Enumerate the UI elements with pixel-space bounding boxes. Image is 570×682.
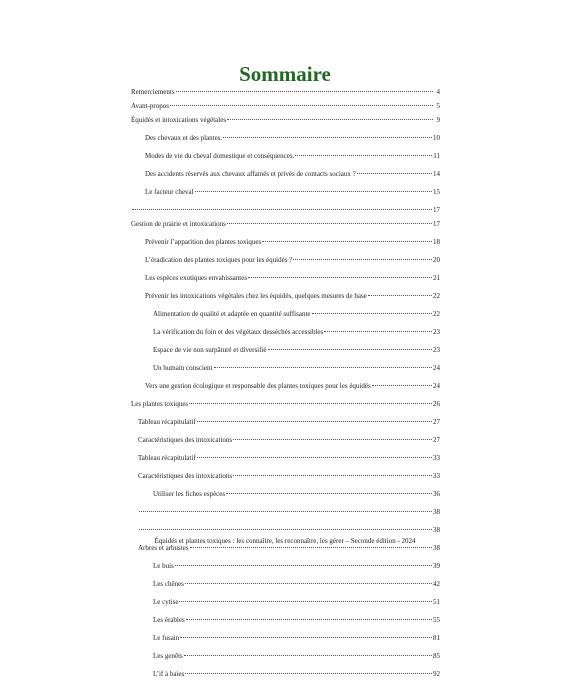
toc-entry[interactable] [131,150,440,164]
toc-leader-dots [262,241,432,242]
toc-entry-label: Caractéristiques des intoxications [138,436,233,444]
toc-entry[interactable] [131,632,440,646]
toc-leader-dots [170,105,433,106]
toc-entry[interactable] [131,272,440,286]
toc-entry-label: Prévenir les intoxications végétales chez les équidés, quelques mesures de base [145,292,367,300]
toc-entry[interactable] [131,326,440,340]
toc-leader-dots [357,173,432,174]
toc-entry[interactable] [131,398,440,412]
toc-page-number: 22 [433,310,440,318]
toc-leader-dots [195,191,432,192]
toc-entry-label: Espace de vie non surpâturé et diversifié [153,346,267,354]
toc-entry-label: Alimentation de qualité et adaptée en quantité suffisante [153,310,311,318]
toc-page-number: 14 [433,170,440,178]
toc-entry-label: Les espèces exotiques envahissantes [145,274,248,282]
toc-entry-label: Le facteur cheval [145,188,194,196]
toc-leader-dots [227,223,432,224]
toc-entry-label: Avant-propos [131,102,169,110]
toc-leader-dots [189,403,432,404]
toc-page-number: 39 [433,562,440,570]
toc-page-number: 26 [433,400,440,408]
toc-leader-dots [190,547,432,548]
toc-entry-label: Gestion de prairie et intoxications [131,220,226,228]
toc-entry-label: Prévenir l’apparition des plantes toxiques [145,238,262,246]
toc-entry[interactable] [131,506,440,520]
toc-page-number: 21 [433,274,440,282]
toc-entry[interactable] [131,578,440,592]
toc-entry-label: Tableau récapitulatif [138,418,196,426]
toc-leader-dots [179,601,432,602]
toc-entry-label: Un humain conscient [153,364,213,372]
toc-entry[interactable] [131,186,440,200]
toc-leader-dots [139,529,432,530]
toc-page-number: 23 [433,328,440,336]
toc-leader-dots [223,137,432,138]
toc-entry[interactable] [131,100,440,114]
toc-leader-dots [233,439,432,440]
toc-page-number: 36 [433,490,440,498]
toc-page-number: 42 [433,580,440,588]
toc-page-number: 38 [433,544,440,552]
toc-leader-dots [372,385,432,386]
toc-entry-label: Arbres et arbustes [138,544,189,552]
toc-entry-label: Les érables [153,616,185,624]
toc-entry[interactable] [131,290,440,304]
toc-page-number: 27 [433,418,440,426]
toc-page-number: 11 [433,152,440,160]
toc-entry-label: Les chênes [153,580,184,588]
toc-entry[interactable] [131,308,440,322]
toc-entry-label: Utiliser les fiches espèces [153,490,226,498]
toc-entry-label: Tableau récapitulatif [138,454,196,462]
toc-entry-label: Les plantes toxiques [131,400,189,408]
toc-entry-label: L’if à baies [153,670,185,678]
toc-leader-dots [139,511,432,512]
toc-leader-dots [180,637,432,638]
toc-page-number: 23 [433,346,440,354]
toc-entry-label: Modes de vie du cheval domestique et conséquences. [145,152,295,160]
toc-leader-dots [132,209,432,210]
toc-leader-dots [248,277,432,278]
toc-page-number: 15 [433,188,440,196]
toc-entry[interactable] [131,132,440,146]
toc-page-number: 55 [433,616,440,624]
page-title: Sommaire [239,62,331,86]
toc-entry[interactable] [131,254,440,268]
toc-page-number: 17 [433,220,440,228]
toc-entry-label: Remerciements [131,88,175,96]
toc-leader-dots [197,457,432,458]
toc-page-number: 33 [433,454,440,462]
toc-entry[interactable] [131,344,440,358]
toc-entry[interactable] [131,86,440,100]
toc-entry[interactable] [131,668,440,682]
toc-entry[interactable] [131,218,440,232]
toc-leader-dots [268,349,432,350]
toc-entry[interactable] [131,650,440,664]
toc-leader-dots [185,673,432,674]
toc-page-number: 51 [433,598,440,606]
toc-entry-label: La vérification du foin et des végétaux desséchés accessibles [153,328,324,336]
toc-page-number: 24 [433,382,440,390]
toc-entry[interactable] [131,524,440,538]
toc-entry[interactable] [131,434,440,448]
toc-entry[interactable] [131,236,440,250]
toc-leader-dots [368,295,432,296]
toc-entry[interactable] [131,362,440,376]
toc-entry-label: Vers une gestion écologique et responsable des plantes toxiques pour les équidés [145,382,371,390]
toc-entry[interactable] [131,488,440,502]
toc-page-number: 4 [436,88,440,96]
toc-entry[interactable] [131,452,440,466]
toc-page-number: 81 [433,634,440,642]
toc-page-number: 18 [433,238,440,246]
toc-leader-dots [185,583,432,584]
toc-page-number: 9 [436,116,440,124]
toc-entry[interactable] [131,614,440,628]
toc-leader-dots [227,119,433,120]
toc-page-number: 38 [433,526,440,534]
toc-page-number: 22 [433,292,440,300]
toc-page-number: 24 [433,364,440,372]
toc-entry[interactable] [131,114,440,128]
toc-entry[interactable] [131,204,440,218]
toc-page-number: 85 [433,652,440,660]
toc-leader-dots [176,91,433,92]
toc-leader-dots [312,313,432,314]
toc-leader-dots [197,421,432,422]
toc-page-number: 20 [433,256,440,264]
toc-page-number: 27 [433,436,440,444]
toc-leader-dots [293,259,432,260]
toc-page-number: 38 [433,508,440,516]
toc-entry-label: Des accidents réservés aux chevaux affamés et privés de contacts sociaux ? [145,170,356,178]
toc-entry[interactable] [131,416,440,430]
toc-leader-dots [184,655,432,656]
toc-leader-dots [233,475,432,476]
toc-leader-dots [226,493,432,494]
toc-page-number: 92 [433,670,440,678]
toc-leader-dots [214,367,433,368]
toc-entry-label: Les genêts [153,652,183,660]
toc-leader-dots [186,619,432,620]
toc-leader-dots [175,565,432,566]
toc-entry-label: Caractéristiques des intoxications [138,472,233,480]
toc-page-number: 33 [433,472,440,480]
toc-page-number: 17 [433,206,440,214]
toc-entry[interactable] [131,470,440,484]
toc-page-number: 10 [433,134,440,142]
toc-entry[interactable] [131,596,440,610]
toc-page-number: 5 [436,102,440,110]
toc-entry[interactable] [131,380,440,394]
page-footer: Équidés et plantes toxiques : les connaître, les reconnaître, les gérer – Seconde édition - 2024 [154,537,416,545]
toc-entry-label: Des chevaux et des plantes. [145,134,223,142]
toc-leader-dots [324,331,432,332]
toc-entry-label: Le buis [153,562,174,570]
toc-entry[interactable] [131,168,440,182]
toc-entry-label: Le fusain [153,634,180,642]
toc-entry-label: L’éradication des plantes toxiques pour les équidés ? [145,256,293,264]
toc-entry[interactable] [131,560,440,574]
toc-entry-label: Équidés et intoxications végétales [131,116,227,124]
table-of-contents [131,86,440,682]
toc-entry-label: Le cytise [153,598,179,606]
toc-leader-dots [295,155,432,156]
